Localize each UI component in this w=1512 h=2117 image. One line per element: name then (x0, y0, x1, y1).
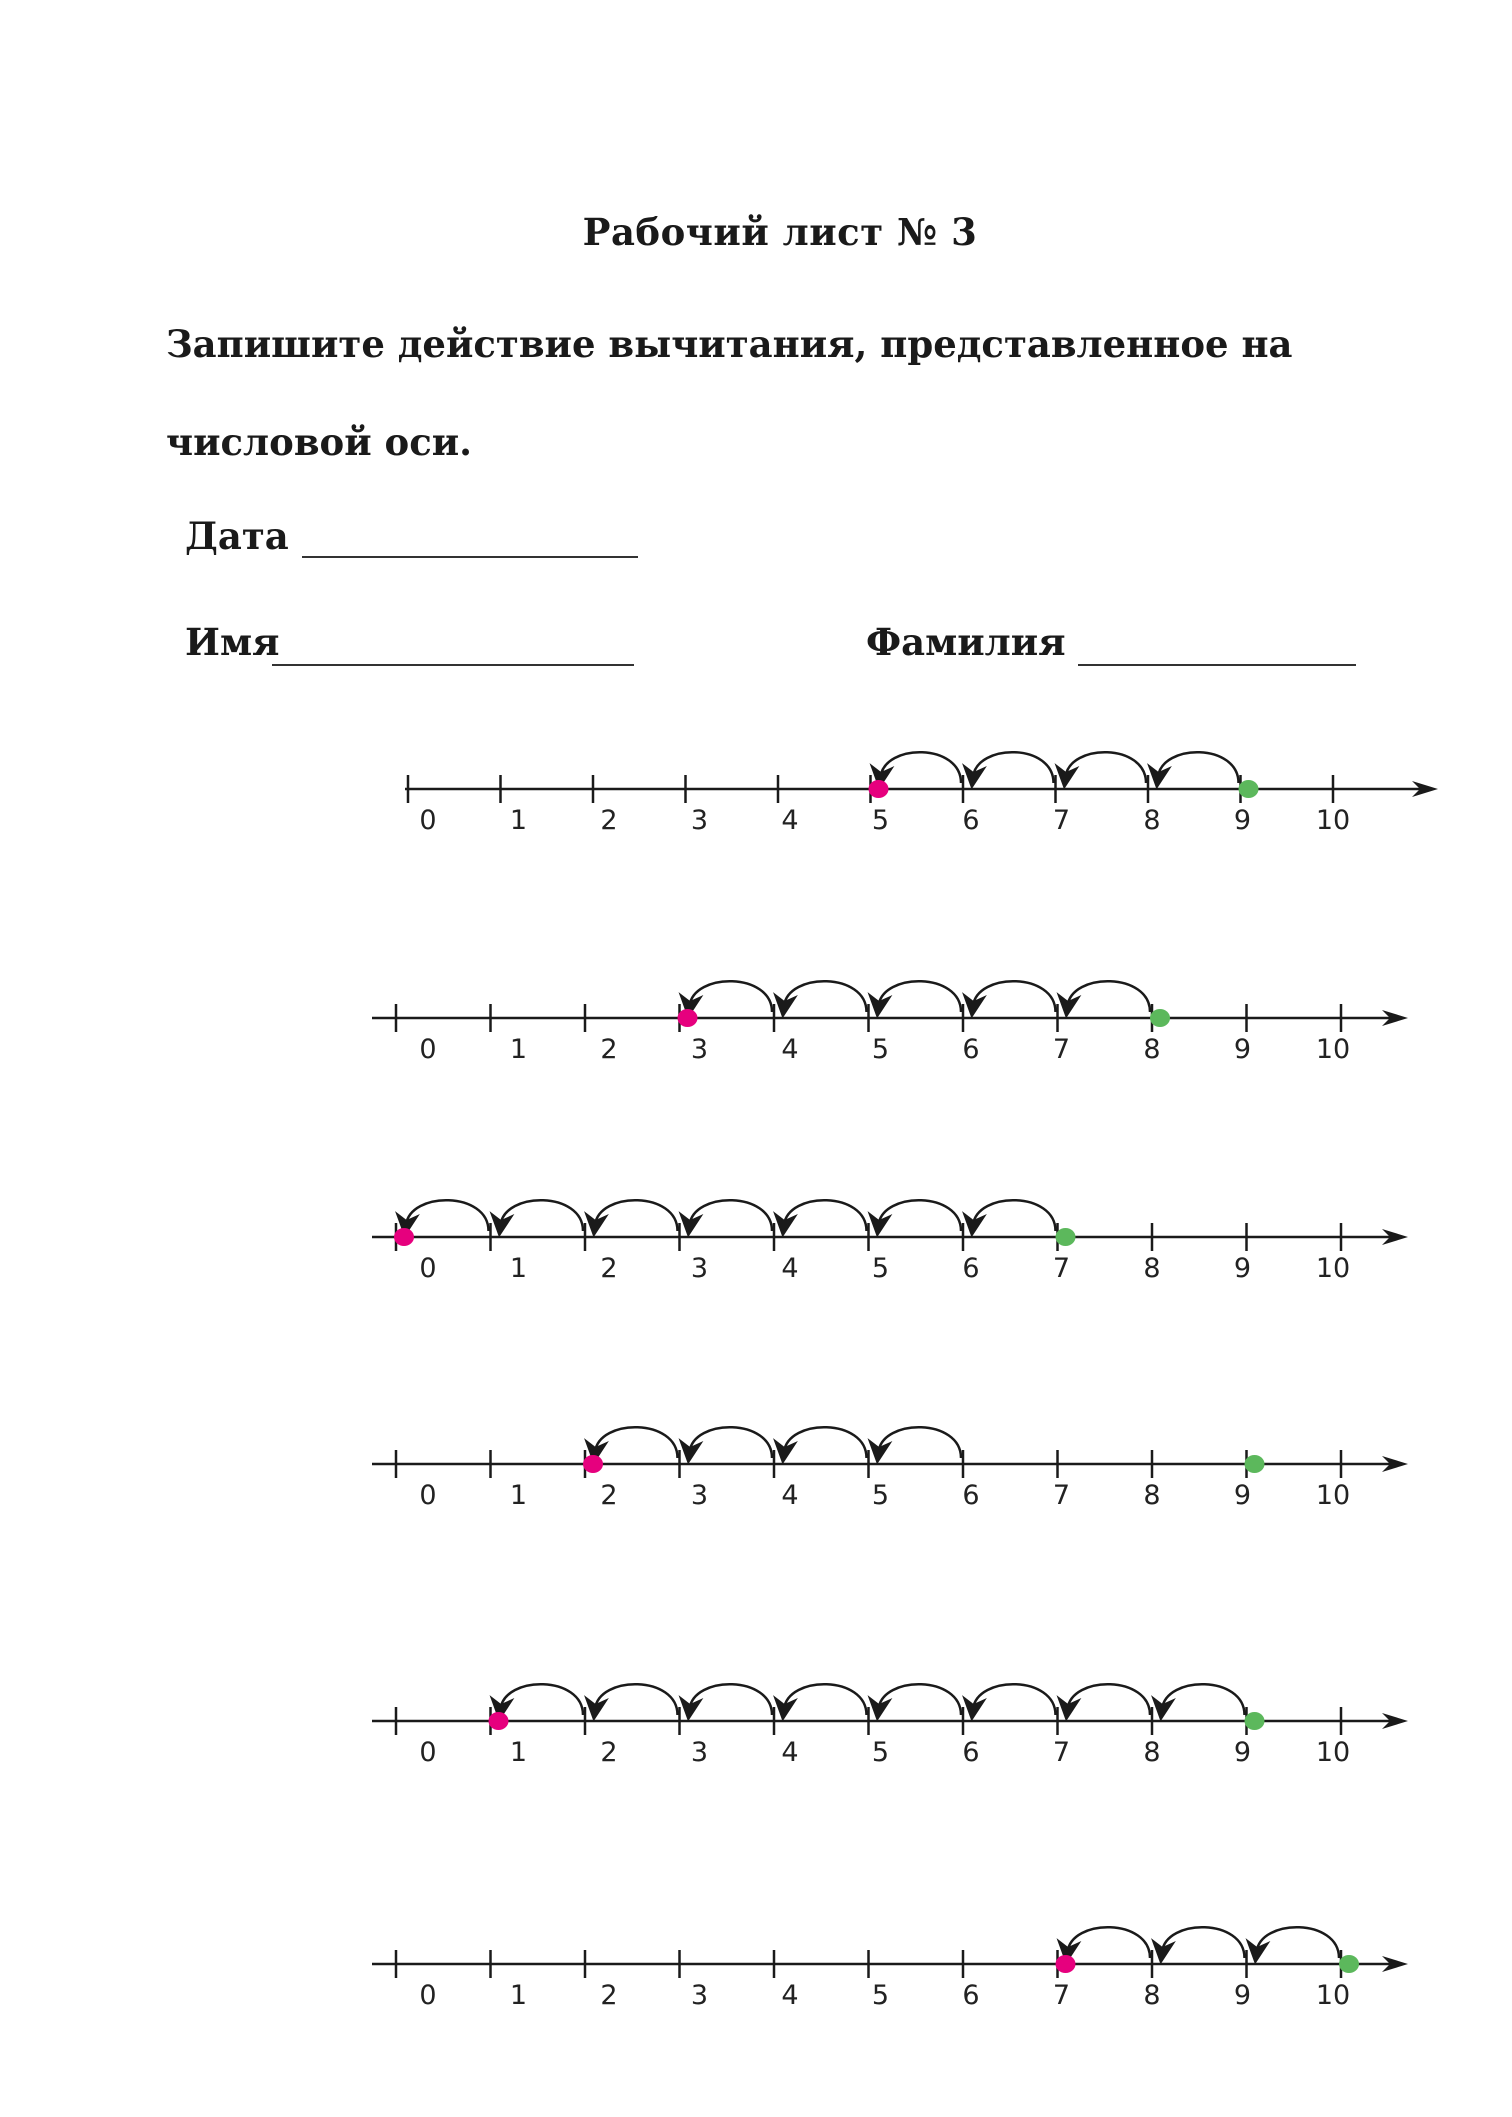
tick-label: 4 (781, 1980, 799, 2011)
tick-label: 9 (1233, 1737, 1252, 1768)
tick-label: 10 (1315, 805, 1351, 836)
start-point-marker (1056, 1228, 1076, 1246)
tick-label: 4 (781, 1034, 799, 1065)
date-label: Дата (185, 514, 289, 558)
jump-arc (595, 1200, 678, 1231)
start-point-marker (1245, 1455, 1265, 1473)
tick-label: 10 (1315, 1737, 1351, 1768)
first-name-label: Имя (185, 620, 280, 664)
tick-label: 1 (509, 1253, 528, 1284)
jump-arc (879, 1427, 962, 1458)
instruction-text-line1: Запишите действие вычитания, представленное на (166, 322, 1293, 366)
start-point-marker (1339, 1955, 1359, 1973)
tick-label: 2 (600, 1980, 618, 2011)
tick-label: 0 (419, 1253, 437, 1284)
tick-label: 9 (1233, 1253, 1252, 1284)
tick-label: 5 (871, 1737, 890, 1768)
jump-arc (595, 1427, 678, 1458)
tick-label: 6 (962, 1253, 980, 1284)
tick-label: 3 (690, 1980, 709, 2011)
tick-label: 7 (1052, 1980, 1071, 2011)
tick-label: 0 (419, 1737, 437, 1768)
end-point-marker (869, 780, 889, 798)
end-point-marker (489, 1712, 509, 1730)
tick-label: 6 (962, 1737, 980, 1768)
number-line-6 (372, 1927, 1408, 2011)
tick-label: 6 (962, 1980, 980, 2011)
jump-arc (690, 1200, 773, 1231)
jump-arc (690, 1427, 773, 1458)
tick-label: 9 (1233, 805, 1252, 836)
tick-label: 2 (600, 1034, 618, 1065)
tick-label: 5 (871, 1980, 890, 2011)
jump-arc (973, 1200, 1056, 1231)
tick-label: 4 (781, 1253, 799, 1284)
jump-arc (881, 752, 962, 783)
jump-arc (1068, 1927, 1151, 1958)
jump-arc (973, 752, 1054, 783)
tick-label: 5 (871, 1253, 890, 1284)
tick-label: 10 (1315, 1253, 1351, 1284)
tick-label: 3 (690, 1034, 709, 1065)
tick-label: 2 (600, 1737, 618, 1768)
number-line-5 (372, 1684, 1408, 1768)
jump-arc (1068, 981, 1151, 1012)
jump-arc (784, 981, 867, 1012)
jump-arc (501, 1684, 584, 1715)
tick-label: 10 (1315, 1034, 1351, 1065)
jump-arc (1068, 1684, 1151, 1715)
jump-arc (973, 1684, 1056, 1715)
tick-label: 8 (1143, 1034, 1161, 1065)
end-point-marker (678, 1009, 698, 1027)
tick-label: 3 (690, 1480, 709, 1511)
jump-arc (879, 1200, 962, 1231)
jump-arc (1162, 1927, 1245, 1958)
number-line-4 (372, 1427, 1408, 1511)
number-line-3 (372, 1200, 1408, 1284)
tick-label: 1 (509, 1480, 528, 1511)
jump-arc (690, 1684, 773, 1715)
tick-label: 9 (1233, 1480, 1252, 1511)
jump-arc (406, 1200, 489, 1231)
tick-label: 0 (419, 1480, 437, 1511)
tick-label: 1 (509, 1737, 528, 1768)
tick-label: 7 (1052, 1737, 1071, 1768)
tick-label: 4 (781, 805, 799, 836)
jump-arc (879, 1684, 962, 1715)
tick-label: 4 (781, 1480, 799, 1511)
tick-label: 7 (1052, 1480, 1071, 1511)
tick-label: 8 (1143, 1480, 1161, 1511)
tick-label: 10 (1315, 1980, 1351, 2011)
end-point-marker (394, 1228, 414, 1246)
tick-label: 5 (871, 1480, 890, 1511)
tick-label: 2 (600, 805, 618, 836)
tick-label: 2 (600, 1480, 618, 1511)
jump-arc (1162, 1684, 1245, 1715)
tick-label: 7 (1052, 805, 1071, 836)
jump-arc (595, 1684, 678, 1715)
start-point-marker (1239, 780, 1259, 798)
tick-label: 2 (600, 1253, 618, 1284)
number-line-1 (405, 752, 1438, 836)
end-point-marker (1056, 1955, 1076, 1973)
tick-label: 7 (1052, 1034, 1071, 1065)
instruction-text-line2: числовой оси. (166, 420, 473, 464)
tick-label: 0 (419, 805, 437, 836)
tick-label: 1 (509, 805, 528, 836)
jump-arc (1066, 752, 1147, 783)
start-point-marker (1150, 1009, 1170, 1027)
jump-arc (690, 981, 773, 1012)
last-name-label: Фамилия (866, 620, 1066, 664)
tick-label: 1 (509, 1034, 528, 1065)
tick-label: 0 (419, 1980, 437, 2011)
jump-arc (784, 1684, 867, 1715)
tick-label: 5 (871, 805, 890, 836)
tick-label: 3 (690, 805, 709, 836)
tick-label: 9 (1233, 1034, 1252, 1065)
tick-label: 6 (962, 1034, 980, 1065)
jump-arc (501, 1200, 584, 1231)
tick-label: 3 (690, 1737, 709, 1768)
jump-arc (1257, 1927, 1340, 1958)
tick-label: 6 (962, 1480, 980, 1511)
tick-label: 7 (1052, 1253, 1071, 1284)
tick-label: 3 (690, 1253, 709, 1284)
jump-arc (1158, 752, 1239, 783)
jump-arc (784, 1427, 867, 1458)
start-point-marker (1245, 1712, 1265, 1730)
tick-label: 0 (419, 1034, 437, 1065)
tick-label: 8 (1143, 1980, 1161, 2011)
tick-label: 6 (962, 805, 980, 836)
jump-arc (784, 1200, 867, 1231)
number-line-2 (372, 981, 1408, 1065)
tick-label: 9 (1233, 1980, 1252, 2011)
tick-label: 8 (1143, 805, 1161, 836)
end-point-marker (583, 1455, 603, 1473)
tick-label: 8 (1143, 1253, 1161, 1284)
tick-label: 1 (509, 1980, 528, 2011)
jump-arc (879, 981, 962, 1012)
tick-label: 5 (871, 1034, 890, 1065)
tick-label: 10 (1315, 1480, 1351, 1511)
tick-label: 4 (781, 1737, 799, 1768)
page-title: Рабочий лист № 3 (582, 210, 978, 254)
jump-arc (973, 981, 1056, 1012)
tick-label: 8 (1143, 1737, 1161, 1768)
